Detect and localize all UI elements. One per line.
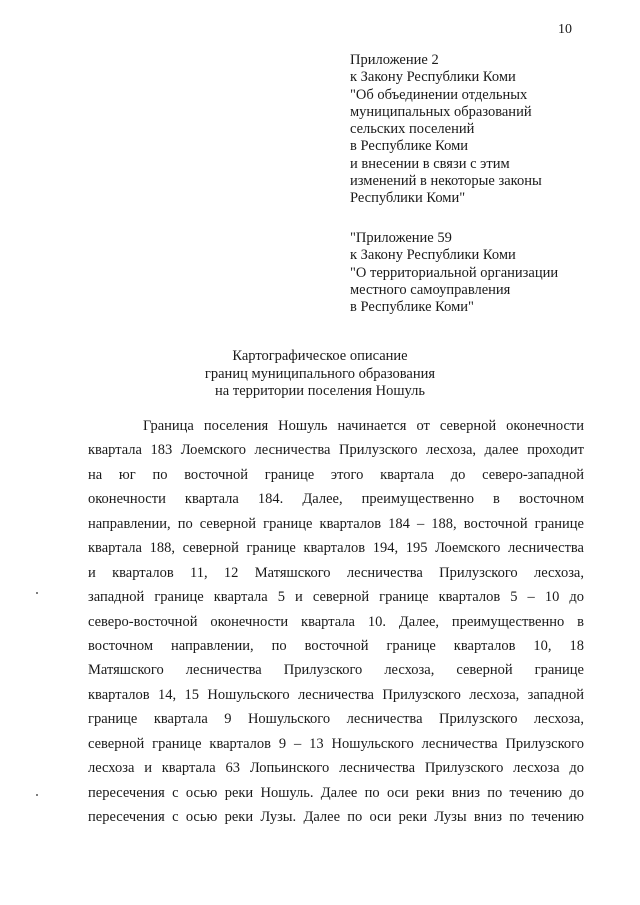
- title-line: Картографическое описание: [232, 348, 408, 364]
- body-line: северо-восточной оконечности квартала 10. Далее, преимущественно в: [88, 613, 584, 630]
- scan-speck: [36, 794, 38, 796]
- scan-speck: [36, 592, 38, 594]
- body-line: квартала 183 Лоемского лесничества Прилузского лесхоза, далее проходит: [88, 442, 584, 459]
- appendix-59-line: в Республике Коми": [350, 299, 474, 316]
- appendix-2-line: и внесении в связи с этим: [350, 155, 510, 172]
- body-line: лесхоза и квартала 63 Лопьинского лесничества Прилузского лесхоза до: [88, 760, 584, 777]
- document-title: [0, 348, 640, 401]
- body-line: квартала 188, северной границе кварталов 194, 195 Лоемского лесничества: [88, 540, 584, 557]
- body-line: Граница поселения Ношуль начинается от северной оконечности: [143, 418, 584, 434]
- body-line: пересечения с осью реки Ношуль. Далее по оси реки вниз по течению до: [88, 784, 584, 801]
- appendix-2-line: Приложение 2: [350, 52, 439, 68]
- body-line: восточном направлении, по восточной границе кварталов 10, 18: [88, 637, 584, 654]
- appendix-2-line: Республики Коми": [350, 190, 466, 207]
- appendix-2-line: изменений в некоторые законы: [350, 173, 542, 190]
- page-number: 10: [558, 22, 572, 37]
- body-line: кварталов 14, 15 Ношульского лесничества Прилузского лесхоза, западной: [88, 686, 584, 703]
- appendix-59-header: [350, 230, 558, 316]
- title-line: на территории поселения Ношуль: [215, 383, 425, 399]
- appendix-2-line: муниципальных образований: [350, 103, 532, 120]
- body-paragraph: [88, 414, 584, 829]
- body-line: северной границе кварталов 9 – 13 Ношульского лесничества Прилузского: [88, 735, 584, 752]
- body-line: на юг по восточной границе этого квартала до северо-западной: [88, 466, 584, 483]
- body-line: и кварталов 11, 12 Матяшского лесничества Прилузского лесхоза,: [88, 564, 584, 581]
- body-line: Матяшского лесничества Прилузского лесхоза, северной границе: [88, 662, 584, 679]
- title-line: границ муниципального образования: [204, 365, 436, 382]
- body-line: границе квартала 9 Ношульского лесничества Прилузского лесхоза,: [88, 711, 584, 728]
- body-line: направлении, по северной границе кварталов 184 – 188, восточной границе: [88, 515, 584, 532]
- appendix-2-header: [350, 52, 542, 208]
- appendix-2-line: сельских поселений: [350, 121, 475, 138]
- body-line: пересечения с осью реки Лузы. Далее по оси реки Лузы вниз по течению: [88, 809, 584, 825]
- body-line: западной границе квартала 5 и северной границе кварталов 5 – 10 до: [88, 589, 584, 606]
- appendix-59-line: к Закону Республики Коми: [350, 247, 516, 264]
- appendix-2-line: к Закону Республики Коми: [350, 69, 516, 86]
- appendix-59-line: "Приложение 59: [350, 230, 452, 246]
- appendix-2-line: "Об объединении отдельных: [350, 86, 528, 103]
- body-line: оконечности квартала 184. Далее, преимущественно в восточном: [88, 491, 584, 508]
- appendix-59-line: местного самоуправления: [350, 281, 511, 298]
- appendix-59-line: "О территориальной организации: [350, 264, 559, 281]
- appendix-2-line: в Республике Коми: [350, 138, 469, 155]
